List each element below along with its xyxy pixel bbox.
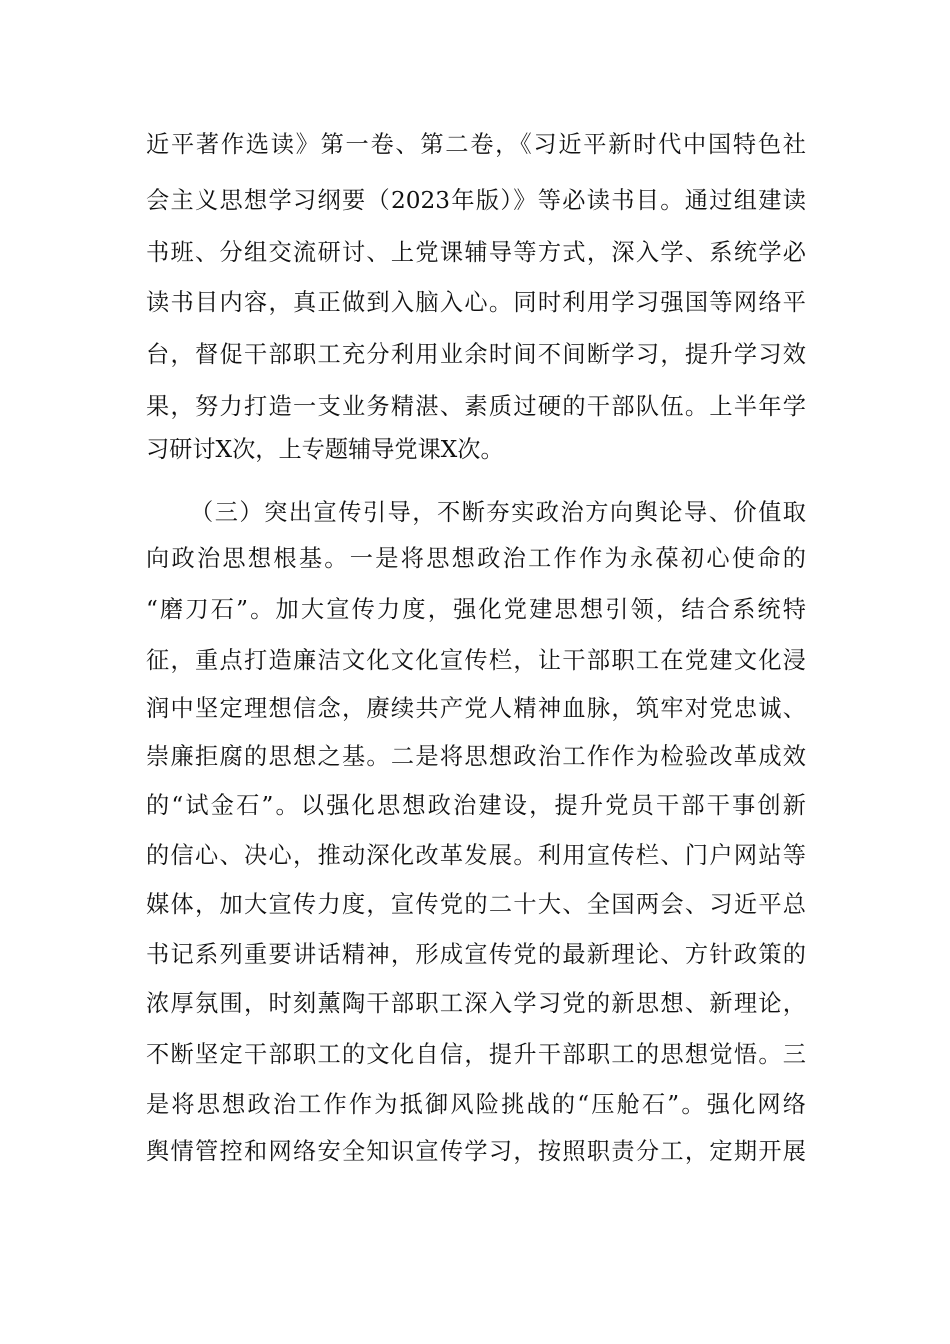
text-line: 浓厚氛围，时刻薰陶干部职工深入学习党的新思想、新理论， <box>146 990 806 1017</box>
text-line <box>146 1181 806 1221</box>
text-line: 征，重点打造廉洁文化文化宣传栏，让干部职工在党建文化浸 <box>146 647 806 674</box>
text-line: 的“试金石”。以强化思想政治建设，提升党员干部干事创新 <box>146 792 806 819</box>
text-line: 书班、分组交流研讨、上党课辅导等方式，深入学、系统学必 <box>146 239 806 266</box>
text-line: 不断坚定干部职工的文化自信，提升干部职工的思想觉悟。三 <box>146 1041 806 1068</box>
text-line: 向政治思想根基。一是将思想政治工作作为永葆初心使命的 <box>146 545 806 572</box>
text-line: 媒体，加大宣传力度，宣传党的二十大、全国两会、习近平总 <box>146 891 806 918</box>
text-line: 读书目内容，真正做到入脑入心。同时利用学习强国等网络平 <box>146 289 806 316</box>
text-line: 台，督促干部职工充分利用业余时间不间断学习，提升学习效 <box>146 341 806 368</box>
text-line: 书记系列重要讲话精神，形成宣传党的最新理论、方针政策的 <box>146 941 806 968</box>
text-line: 会主义思想学习纲要（2023年版）》等必读书目。通过组建读 <box>146 187 806 214</box>
text-line: 是将思想政治工作作为抵御风险挑战的“压舱石”。强化网络 <box>146 1091 806 1118</box>
text-line: 崇廉拒腐的思想之基。二是将思想政治工作作为检验改革成效 <box>146 743 806 770</box>
text-line: 润中坚定理想信念，赓续共产党人精神血脉，筑牢对党忠诚、 <box>146 695 806 722</box>
text-line: 舆情管控和网络安全知识宣传学习，按照职责分工，定期开展 <box>146 1138 806 1165</box>
section-heading-line: （三）突出宣传引导，不断夯实政治方向舆论导、价值取 <box>190 499 806 526</box>
text-line: 近平著作选读》第一卷、第二卷，《习近平新时代中国特色社 <box>146 131 806 158</box>
text-line: “磨刀石”。加大宣传力度，强化党建思想引领，结合系统特 <box>146 596 806 623</box>
text-line: 的信心、决心，推动深化改革发展。利用宣传栏、门户网站等 <box>146 842 806 869</box>
text-line: 习研讨X次，上专题辅导党课X次。 <box>146 436 504 463</box>
text-line: 果，努力打造一支业务精湛、素质过硬的干部队伍。上半年学 <box>146 393 806 420</box>
